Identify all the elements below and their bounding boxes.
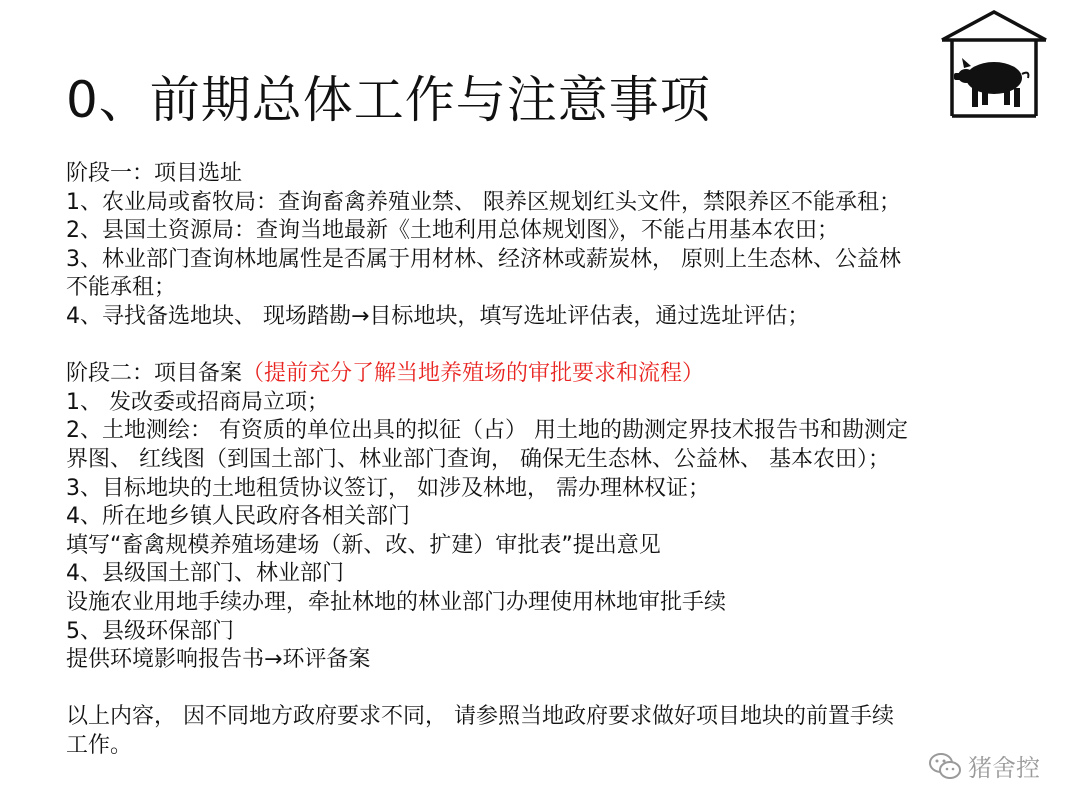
stage2-line: 1、 发改委或招商局立项； [66,389,329,415]
watermark [928,748,1040,783]
stage2-line: 4、县级国土部门、林业部门 [66,561,344,587]
stage2-line: 4、所在地乡镇人民政府各相关部门 [66,504,410,530]
stage2-line: 设施农业用地手续办理，牵扯林地的林业部门办理使用林地审批手续 [66,589,727,615]
stage1-line: 2、县国土资源局：查询当地最新《土地利用总体规划图》，不能占用基本农田； [66,218,839,244]
stage2-heading-note: （提前充分了解当地养殖场的审批要求和流程） [242,361,705,387]
stage2-line: 提供环境影响报告书→环评备案 [66,647,371,673]
stage2-heading-row [66,360,1026,389]
content-body [66,160,1026,760]
stage2-line: 界图、 红线图（到国土部门、林业部门查询， 确保无生态林、公益林、 基本农田）； [66,446,890,472]
stage2-line: 3、目标地块的土地租赁协议签订， 如涉及林地， 需办理林权证； [66,475,710,501]
stage2-heading: 阶段二：项目备案 [66,361,243,387]
spacer [66,332,1026,361]
spacer [66,675,1026,704]
stage1-line: 不能承租； [66,275,177,301]
stage1-heading: 阶段一：项目选址 [66,161,243,186]
pig-barn-logo [940,8,1048,120]
stage1-line: 3、林业部门查询林地属性是否属于用材林、经济林或薪炭林， 原则上生态林、公益林 [66,246,901,272]
note-line: 以上内容， 因不同地方政府要求不同， 请参照当地政府要求做好项目地块的前置手续 [66,704,894,730]
note-line: 工作。 [66,732,133,758]
page-title: 0、前期总体工作与注意事项 [66,71,711,129]
pig-barn-icon [940,8,1048,120]
stage1-line: 1、农业局或畜牧局：查询畜禽养殖业禁、 限养区规划红头文件，禁限养区不能承租； [66,189,901,215]
stage2-line: 5、县级环保部门 [66,618,234,644]
stage2-line: 2、土地测绘： 有资质的单位出具的拟征（占） 用土地的勘测定界技术报告书和勘测定 [66,418,908,444]
stage2-line: 填写“畜禽规模养殖场建场（新、改、扩建）审批表”提出意见 [66,532,661,558]
stage1-line: 4、寻找备选地块、 现场踏勘→目标地块，填写选址评估表，通过选址评估； [66,303,810,329]
wechat-icon [928,751,962,781]
watermark-text: 猪舍控 [968,754,1040,782]
